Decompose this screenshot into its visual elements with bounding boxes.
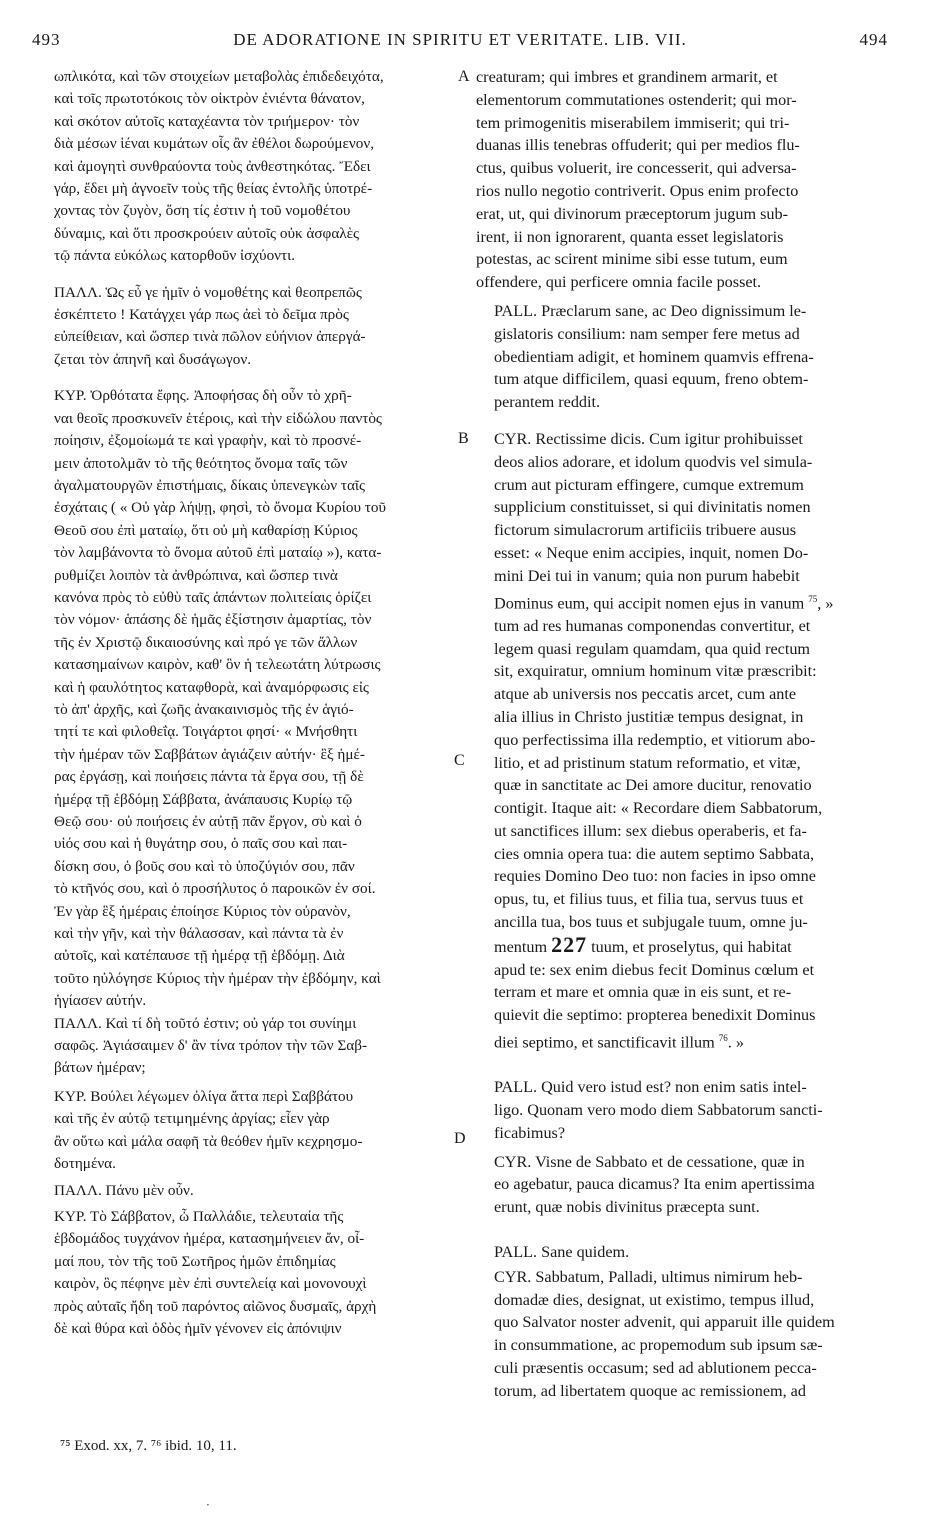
- text-line: ποίησιν, ἐξομοίωμά τε καὶ γραφὴν, καὶ τὸ προσνέ-: [54, 432, 362, 450]
- running-header: [32, 30, 888, 56]
- text-line: ut sanctifices illum: sex diebus operaberis, et fa-: [494, 821, 807, 840]
- text-line: offendere, qui perficere omnia facile posset.: [476, 273, 762, 292]
- text-line: ωπλικότα, καὶ τῶν στοιχείων μεταβολὰς ἐπιδεδειχότα,: [54, 68, 384, 85]
- text-line: irent, ii non ignorarent, quanta esset legislatoris: [476, 227, 784, 246]
- greek-paragraph: [54, 1086, 454, 1176]
- text-line: δοτημένα.: [54, 1155, 116, 1173]
- text-line: opus, tu, et filius tuus, et filia tua, servus tuus et: [494, 890, 804, 909]
- running-title: DE ADORATIONE IN SPIRITU ET VERITATE. LIB. VII.: [233, 30, 687, 49]
- text-line: creaturam; qui imbres et grandinem armarit, et: [476, 68, 778, 86]
- text-line: τοῦτο ηὐλόγησε Κύριος τὴν ἡμέραν τὴν ἑβδόμην, καὶ: [54, 969, 381, 987]
- margin-letter-d: D: [454, 1130, 466, 1147]
- text-line: σαφῶς. Ἁγιάσαιμεν δ' ἂν τίνα τρόπον τὴν τῶν Σαβ-: [54, 1037, 368, 1055]
- text-line: ancilla tua, bos tuus et subjugale tuum, omne ju-: [494, 913, 808, 932]
- text-line: ἐσχάταις ( « Οὐ γὰρ λήψῃ, φησὶ, τὸ ὄνομα Κυρίου τοῦ: [54, 499, 386, 517]
- text-line: Ἐν γὰρ ἓξ ἡμέραις ἐποίησε Κύριος τὸν οὐρανὸν,: [54, 902, 351, 920]
- page-number-left: 493: [32, 30, 61, 49]
- text-line: CYR. Sabbatum, Palladi, ultimus nimirum heb-: [494, 1267, 803, 1286]
- text-line: apud te: sex enim diebus fecit Dominus cœlum et: [494, 960, 815, 979]
- latin-line: Dominus eum, qui accipit nomen ejus in vanum $^{75}$, »: [494, 593, 834, 612]
- text-line: τῆς ἐν Χριστῷ δικαιοσύνης καὶ πρό γε τῶν ἄλλων: [54, 633, 358, 651]
- text-line: supplicium constituisset, si qui divinitatis nomen: [494, 498, 811, 517]
- text-line: ἀγαλματουργῶν ἐπιστήμαις, δίκαις ὑπενεγκὼν ταῖς: [54, 476, 366, 494]
- text-line: καὶ τοῖς πρωτοτόκοις τὸν οἰκτρὸν ἐνιέντα θάνατον,: [54, 90, 365, 108]
- text-line: ΚΥΡ. Ὀρθότατα ἔφης. Ἀποφήσας δὴ οὖν τὸ χρῆ-: [54, 387, 352, 405]
- text-line: χοντας τὸν ζυγὸν, ὅση τίς ἐστιν ἡ τοῦ νομοθέτου: [54, 202, 351, 220]
- latin-paragraph: [476, 66, 890, 294]
- latin-column: [476, 66, 890, 1417]
- text-line: in consummatione, ac propemodum sub ipsum sæ-: [494, 1336, 823, 1355]
- text-line: deos alios adorare, et idolum quodvis vel simula-: [494, 452, 813, 471]
- text-line: διὰ μέσων ἱέναι κυμάτων οἷς ἂν ἐθέλοι δωρούμενον,: [54, 135, 375, 153]
- text-line: ἑβδομάδος τυγχάνον ἡμέρα, κατασημήνειεν ἄν, οἶ-: [54, 1230, 365, 1248]
- latin-line: mentum 227 tuum, et proselytus, qui habitat: [494, 931, 792, 957]
- text-line: CYR. Visne de Sabbato et de cessatione, quæ in: [494, 1152, 805, 1171]
- text-line: τὸ κτῆνός σου, καὶ ὁ προσήλυτος ὁ παροικῶν ἐν σοί.: [54, 880, 376, 898]
- text-line: culi præsentis occasum; sed ad ablutionem pecca-: [494, 1359, 817, 1378]
- greek-paragraph: [54, 282, 454, 372]
- text-line: CYR. Rectissime dicis. Cum igitur prohibuisset: [494, 429, 803, 448]
- text-line: ζεται τὸν ἀπηνῆ καὶ δυσάγωγον.: [54, 350, 251, 368]
- text-line: βάτων ἡμέραν;: [54, 1059, 146, 1077]
- text-line: obedientiam adigit, et hominem quamvis effrena-: [494, 347, 814, 366]
- text-line: τητί τε καὶ φιλοθεΐᾳ. Τοιγάρτοι φησί· « Μνήσθητι: [54, 723, 358, 741]
- text-line: elementorum commutationes ostenderit; qui mor-: [476, 90, 797, 109]
- text-line: ligo. Quonam vero modo diem Sabbatorum sancti-: [494, 1101, 823, 1120]
- text-line: torum, ad libertatem quoque ac remissionem, ad: [494, 1381, 806, 1400]
- text-line: mini Dei tui in vanum; quia non purum habebit: [494, 566, 800, 585]
- text-line: τῷ πάντα εὐκόλως κατορθοῦν ἰσχύοντι.: [54, 247, 296, 265]
- text-line: terram et mare et omnia quæ in eis sunt, et re-: [494, 983, 792, 1002]
- latin-paragraph: [476, 1266, 890, 1403]
- text-line: ΚΥΡ. Βούλει λέγωμεν ὀλίγα ἄττα περὶ Σαββάτου: [54, 1087, 354, 1105]
- text-line: erat, ut, qui divinorum præceptorum jugum sub-: [476, 204, 789, 223]
- text-line: litio, et ad pristinum statum reformatio, et vitæ,: [494, 753, 801, 772]
- text-line: καιρὸν, ὃς πέφηνε μὲν ἐπὶ συντελείᾳ καὶ μονονουχὶ: [54, 1275, 367, 1293]
- text-line: quo perfectissima illa redemptio, et vitiorum abo-: [494, 730, 816, 749]
- text-line: atque ab universis nos peccatis arcet, cum ante: [494, 685, 797, 704]
- text-line: ρας ἐργάσῃ, καὶ ποιήσεις πάντα τὰ ἔργα σου, τῇ δὲ: [54, 768, 364, 786]
- margin-letter-b: B: [458, 430, 469, 447]
- text-line: καὶ σκότον αὐτοῖς καταχέαντα τὸν τριήμερον· τὸν: [54, 112, 360, 130]
- latin-lines: [476, 959, 890, 1027]
- text-line: καὶ τῆς ἐν αὐτῷ τετιμημένης ἀργίας; εἶεν γὰρ: [54, 1110, 330, 1128]
- margin-letter-a: A: [458, 68, 470, 85]
- text-line: requies Domino Deo tuo: non facies in ipso omne: [494, 867, 816, 886]
- text-line: γάρ, ἔδει μὴ ἀγνοεῖν τοὺς τῆς θείας ἐντολῆς ὑποτρέ-: [54, 180, 373, 198]
- text-line: Θεῷ σου· οὐ ποιήσεις ἐν αὐτῇ πᾶν ἔργον, σὺ καὶ ὁ: [54, 813, 362, 830]
- text-line: ναι θεοῖς προσκυνεῖν ἑτέροις, καὶ τὴν εἰδώλου παντὸς: [54, 409, 382, 427]
- margin-column-number: 227: [551, 931, 588, 957]
- page-number-right: 494: [859, 30, 888, 49]
- text-line: πρὸς αὐταῖς ἤδη τοῦ παρόντος αἰῶνος δυσμαῖς, ἀρχὴ: [54, 1297, 377, 1315]
- text-line: τὸν λαμβάνοντα τὸ ὄνομα αὐτοῦ ἐπὶ ματαίῳ »), κατα-: [54, 544, 382, 562]
- text-line: crum aut picturam effingere, cumque extremum: [494, 475, 804, 494]
- text-line: δίσκη σου, ὁ βοῦς σου καὶ τὸ ὑποζύγιόν σου, πᾶν: [54, 857, 355, 875]
- latin-paragraph: [476, 1151, 890, 1219]
- text-line: tum ad res humanas componendas convertitur, et: [494, 616, 811, 635]
- latin-paragraph: [476, 1241, 890, 1264]
- text-line: κανόνα πρὸς τὸ εὐθὺ ταῖς ἁπάντων πολιτείαις ὁρίζει: [54, 588, 372, 606]
- text-line: tem primogenitis miserabilem immiserit; qui tri-: [476, 113, 790, 132]
- text-line: quo Salvator noster advenit, qui apparuit ille quidem: [494, 1313, 835, 1332]
- text-line: τὸν νόμον· ἁπάσης δὲ ἡμᾶς ἐξίστησιν ἁμαρτίας, τὸν: [54, 611, 372, 629]
- text-line: domadæ dies, designat, ut existimo, tempus illud,: [494, 1290, 815, 1309]
- text-line: esset: « Neque enim accipies, inquit, nomen Do-: [494, 543, 809, 562]
- greek-paragraph: [54, 1206, 454, 1340]
- text-line: cies omnia opera tua: die autem septimo Sabbata,: [494, 844, 815, 863]
- greek-paragraph: [54, 66, 454, 268]
- text-line: ἂν οὕτω καὶ μάλα σαφῆ τὰ θεόθεν ἡμῖν κεχρησμο-: [54, 1132, 363, 1150]
- text-line: rios nullo negotio contriverit. Opus enim profecto: [476, 181, 799, 200]
- latin-lines: [476, 615, 890, 934]
- text-line: τὸ ἀπ' ἀρχῆς, καὶ ζωῆς ἀνακαινισμὸς τῆς ἐν ἁγιό-: [54, 700, 354, 718]
- text-line: τὴν ἡμέραν τῶν Σαββάτων ἁγιάζειν αὐτήν· ἓξ ἡμέ-: [54, 745, 365, 763]
- text-line: erunt, quæ nobis divinitus præcepta sunt.: [494, 1198, 760, 1217]
- text-line: δύναμις, καὶ ὅτι προσκρούειν αὐτοῖς οὐκ ἀσφαλὲς: [54, 224, 360, 242]
- text-line: υἱός σου καὶ ἡ θυγάτηρ σου, ὁ παῖς σου καὶ παι-: [54, 835, 348, 853]
- text-line: ΠΑΛΛ. Πάνυ μὲν οὖν.: [54, 1181, 194, 1199]
- latin-paragraph: [476, 300, 890, 414]
- latin-paragraph: [476, 1076, 890, 1144]
- text-line: PALL. Præclarum sane, ac Deo dignissimum le-: [494, 301, 807, 320]
- text-line: alia illius in Christo justitiæ tempus designat, in: [494, 707, 804, 726]
- text-line: legem quasi regulam quamdam, qua quid rectum: [494, 639, 811, 658]
- text-line: καὶ τὴν γῆν, καὶ τὴν θάλασσαν, καὶ πάντα τὰ ἐν: [54, 925, 344, 943]
- text-line: gislatoris consilium: nam semper fere metus ad: [494, 324, 800, 343]
- text-line: ΚΥΡ. Τὸ Σάββατον, ὦ Παλλάδιε, τελευταία τῆς: [54, 1207, 344, 1225]
- text-line: contigit. Itaque ait: « Recordare diem Sabbatorum,: [494, 799, 823, 818]
- text-line: ἡμέρᾳ τῇ ἑβδόμῃ Σάββατα, ἀνάπαυσις Κυρίῳ τῷ: [54, 790, 353, 808]
- footnote-ref-76: 76: [718, 1033, 728, 1044]
- text-line: eo agebatur, pauca dicamus? Ita enim apertissima: [494, 1175, 815, 1194]
- latin-paragraph: [476, 428, 890, 1054]
- text-line: quæ in sanctitate ac Dei amore ducitur, renovatio: [494, 776, 812, 795]
- text-line: ἡγίασεν αὐτήν.: [54, 992, 147, 1010]
- text-line: ρυθμίζει λοιπὸν τὰ ἀνθρώπινα, καὶ ὥσπερ τινὰ: [54, 566, 338, 584]
- greek-paragraph: [54, 385, 454, 1012]
- text-line: ΠΑΛΛ. Καὶ τί δὴ τοῦτό ἐστιν; οὐ γάρ τοι συνίημι: [54, 1014, 357, 1032]
- text-line: quievit die septimo: propterea benedixit Dominus: [494, 1006, 816, 1025]
- text-line: sit, exquiratur, omnium hominum vitæ præscribit:: [494, 662, 817, 681]
- latin-line: diei septimo, et sanctificavit illum $^{76}$. »: [494, 1033, 744, 1052]
- greek-paragraph: [54, 1180, 454, 1202]
- greek-paragraph: [54, 1013, 454, 1080]
- footnote-ref-75: 75: [808, 593, 818, 604]
- footnotes: ⁷⁵ Exod. xx, 7. ⁷⁶ ibid. 10, 11.: [60, 1438, 237, 1454]
- text-line: potestas, ac scirent minime sibi esse tutum, eum: [476, 250, 788, 269]
- text-line: αὐτοῖς, καὶ κατέπαυσε τῇ ἡμέρᾳ τῇ ἑβδόμῃ. Διὰ: [54, 947, 345, 965]
- text-line: perantem reddit.: [494, 393, 601, 412]
- greek-column: [54, 66, 454, 1354]
- text-line: ἐσκέπτετο ! Κατάγχει γάρ πως ἀεὶ τὸ δεῖμα πρὸς: [54, 306, 349, 324]
- text-line: ctus, quibus voluerit, ire concesserit, qui adversa-: [476, 159, 797, 178]
- text-line: κατασημαίνων καιρὸν, καθ' ὃν ἡ τελεωτάτη λύτρωσις: [54, 656, 381, 674]
- text-line: καὶ ἀμογητὶ συνθραύοντα τοὺς ἀνθεστηκότας. Ἔδει: [54, 157, 371, 175]
- text-line: μειν ἀποτολμᾶν τὸ τῆς θεότητος ὄνομα ταῖς τῶν: [54, 454, 348, 472]
- text-line: fictorum simulacrorum artificiis tribuere ausus: [494, 521, 797, 540]
- print-speck: ·: [206, 1498, 210, 1512]
- text-line: PALL. Quid vero istud est? non enim satis intel-: [494, 1078, 807, 1097]
- text-line: ΠΑΛΛ. Ὡς εὖ γε ἡμῖν ὁ νομοθέτης καὶ θεοπρεπῶς: [54, 283, 362, 301]
- text-line: μαί που, τὸν τῆς τοῦ Σωτῆρος ἡμῶν ἐπιδημίας: [54, 1252, 336, 1270]
- margin-letter-c: C: [454, 752, 465, 769]
- text-line: εὐπείθειαν, καὶ ὥσπερ τινὰ πῶλον εὐήνιον ἀπεργά-: [54, 328, 366, 346]
- text-line: ficabimus?: [494, 1123, 566, 1142]
- text-line: δὲ καὶ θύρα καὶ ὁδὸς ἡμῖν γένονεν εἰς ἀπόνιψιν: [54, 1319, 342, 1337]
- text-line: PALL. Sane quidem.: [494, 1243, 630, 1262]
- text-line: καὶ ἡ φαυλότητος καταφθορὰ, καὶ ἀναμόρφωσις εἰς: [54, 678, 369, 696]
- text-line: tum atque difficilem, quasi equum, freno obtem-: [494, 370, 809, 389]
- text-line: Θεοῦ σου ἐπὶ ματαίῳ, ὅτι οὐ μὴ καθαρίσῃ Κύριος: [54, 521, 358, 539]
- text-line: duanas illis tenebras offuderit; qui per medios flu-: [476, 136, 800, 155]
- latin-lines: [476, 428, 890, 588]
